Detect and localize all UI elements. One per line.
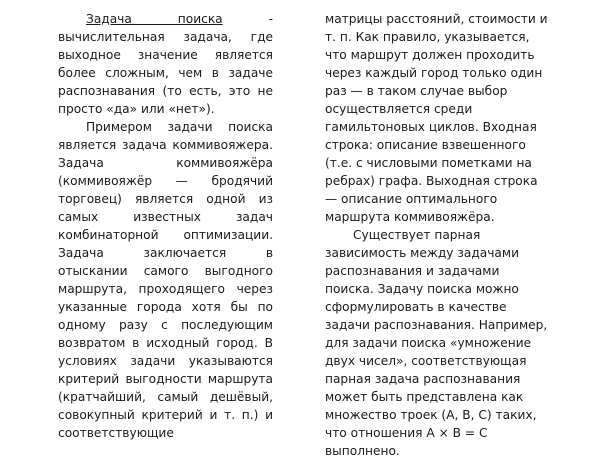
continuation-paragraph: матрицы расстояний, стоимости и т. п. Как правило, указывается, что маршрут должен проходить через каждый город только один раз — в таком случае выбор осуществляется среди гамильтоновых циклов. Входная строка: описание взвешенного (т.е. с числовыми пометками на ребрах) графа. Выходная строка — описание оптимального маршрута коммивояжёра. xyxy=(325,12,548,224)
search-task-term: Задача поиска xyxy=(86,12,223,26)
definition-paragraph xyxy=(58,10,273,118)
pair-dependency-paragraph: Существует парная зависимость между задачами распознавания и задачами поиска. Задачу поиска можно сформулировать в качестве задачи распознавания. Например, для задачи поиска «умножение двух чисел», соответствующая парная задача распознавания может быть представлена как множество троек (A, B, C) таких, что отношения A × B = C выполнено. xyxy=(325,228,548,458)
definition-text: - вычислительная задача, где выходное значение является более сложным, чем в задаче распознавания (то есть, это не просто «да» или «нет»). xyxy=(58,12,273,116)
traveling-salesman-paragraph: Примером задачи поиска является задача коммивояжера. Задача коммивояжёра (коммивояжёр — бродячий торговец) является одной из самых известных задач комбинаторной оптимизации. Задача заключается в отыскании самого выгодного маршрута, проходящего через указанные города хотя бы по одному разу с последующим возвратом в исходный город. В условиях задачи указываются критерий выгодности маршрута (кратчайший, самый дешёвый, совокупный критерий и т. п.) и соответствующие xyxy=(58,120,273,440)
left-text-column xyxy=(58,10,273,442)
right-text-column xyxy=(325,10,550,460)
